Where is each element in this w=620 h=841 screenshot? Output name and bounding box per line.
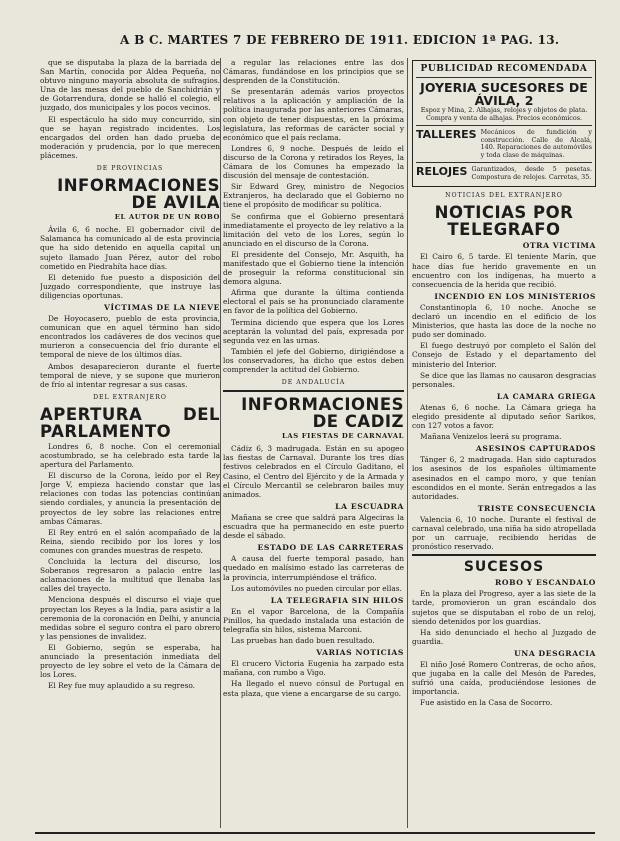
page-masthead: A B C. MARTES 7 DE FEBRERO DE 1911. EDICION 1ª PAG. 13. <box>120 33 560 47</box>
article-paragraph: De Hoyocasero, pueblo de esta provincia, comunican que en aquel término han sido encontrados los cadáveres de dos vecinos que murieron a consecuencia del frío durante el temporal de nieve de los últimos días. <box>40 314 220 360</box>
article-paragraph: Londres 6, 8 noche. Con el ceremonial acostumbrado, se ha celebrado esta tarde la apertura del Parlamento. <box>40 441 220 470</box>
article-paragraph: El espectáculo ha sido muy concurrido, sin que se hayan registrado incidentes. Los encargados del orden han dado prueba de moderación y prudencia, por lo que merecen plácemes. <box>40 114 220 160</box>
divider <box>416 77 592 78</box>
subheading: LAS FIESTAS DE CARNAVAL <box>281 432 404 441</box>
article-paragraph: Cádiz 6, 3 madrugada. Están en su apogeo las fiestas de Carnaval. Durante los tres días festivos celebrados en el Círculo Gaditano, el Casino, el Centro del Ejército y de la Armada y el Círculo Mercantil se celebraron bailes muy animados. <box>223 444 404 499</box>
bottom-rule <box>35 832 595 834</box>
ad-relojes <box>416 166 592 181</box>
column-divider <box>407 58 408 828</box>
article-paragraph: También el jefe del Gobierno, dirigiéndose a los conservadores, ha dicho que estos deben comprender la actitud del Gobierno. <box>223 346 404 374</box>
article-paragraph: que se disputaba la plaza de la barriada de San Martín, conocida por Aldea Pequeña, no obtuvo ninguno mayoría absoluta de sufragios. Una de las mesas del pueblo de Sanchidrián y de Gotarrendura, donde se halló el colegio, el juzgado, dos municipales y los pocos vecinos. <box>40 58 220 113</box>
divider <box>412 554 596 556</box>
divider <box>223 390 404 392</box>
article-paragraph: Ávila 6, 6 noche. El gobernador civil de Salamanca ha comunicado al de esta provincia que ha sido detenido en aquella capital un sujeto llamado Juan Pérez, autor del robo cometido en Piedrahíta hace días. <box>40 225 220 271</box>
article-paragraph: El Rey fue muy aplaudido a su regreso. <box>48 681 196 691</box>
article-paragraph: El discurso de la Corona, leído por el Rey Jorge V, empieza haciendo constar que las relaciones con todas las potencias continúan siendo cordiales, y anuncia la presentación de proyectos de ley sobre las relaciones entre ambas Cámaras. <box>40 471 220 526</box>
article-paragraph: Las pruebas han dado buen resultado. <box>231 636 375 646</box>
column-divider <box>220 58 221 828</box>
headline-parlamento: APERTURA DEL PARLAMENTO <box>40 404 220 441</box>
article-paragraph: Mañana se cree que saldrá para Algeciras la escuadra que ha permanecido en este puerto desde el sábado. <box>223 512 404 541</box>
headline-cadiz: INFORMACIONES DE CADIZ <box>241 395 404 432</box>
article-paragraph: A causa del fuerte temporal pasado, han quedado en malísimo estado las carreteras de la provincia, interrumpiéndose el tráfico. <box>223 554 404 582</box>
ad-talleres-text: Mecánicos de fundición y construcción. Calle de Alcalá, 140. Reparaciones de automóviles y toda clase de máquinas. <box>480 128 592 159</box>
subheading: UNA DESGRACIA <box>514 648 596 658</box>
article-paragraph: El detenido fue puesto a disposición del Juzgado correspondiente, que instruye las diligencias oportunas. <box>40 272 220 300</box>
section-label: DE PROVINCIAS <box>96 165 164 173</box>
subheading: ASESINOS CAPTURADOS <box>475 444 596 454</box>
subheading: TRISTE CONSECUENCIA <box>477 503 596 513</box>
subheading: EL AUTOR DE UN ROBO <box>114 213 220 222</box>
article-paragraph: Ambos desaparecieron durante el fuerte temporal de nieve, y se supone que murieron de frío al intentar regresar a sus casas. <box>40 361 220 389</box>
divider <box>416 162 592 163</box>
article-paragraph: Afirma que durante la última contienda electoral el país se ha pronunciado claramente en favor de la política del Gobierno. <box>223 288 404 316</box>
article-paragraph: Fue asistido en la Casa de Socorro. <box>420 698 553 708</box>
section-label: DE ANDALUCÍA <box>281 379 346 387</box>
article-paragraph: Tánger 6, 2 madrugada. Han sido capturados los asesinos de los españoles últimamente asesinados en el campo moro, y que tenían escondidos en el monte. Serán entregados a las autoridades. <box>412 455 596 501</box>
subheading: VÍCTIMAS DE LA NIEVE <box>104 302 220 312</box>
subheading: ESTADO DE LAS CARRETERAS <box>257 543 404 553</box>
ad-joyeria-title: JOYERIA SUCESORES DE ÁVILA, 2 <box>420 80 588 109</box>
subheading: LA CAMARA GRIEGA <box>496 391 596 401</box>
headline-telegrafo: NOTICIAS POR TELEGRAFO <box>434 203 574 240</box>
subheading: ROBO Y ESCANDALO <box>495 578 596 588</box>
column-2 <box>223 58 404 828</box>
article-paragraph: Londres 6, 9 noche. Después de leído el discurso de la Corona y retirados los Reyes, la Cámara de los Comunes ha empezado la discusión del mensaje de contestación. <box>223 143 404 181</box>
headline-sucesos: SUCESOS <box>463 559 545 576</box>
subheading: OTRA VICTIMA <box>522 241 596 251</box>
divider <box>416 125 592 126</box>
article-paragraph: Los automóviles no pueden circular por ellas. <box>231 583 402 593</box>
article-paragraph: En el vapor Barcelona, de la Compañía Pinillos, ha quedado instalada una estación de telegrafía sin hilos, sistema Marconi. <box>223 606 404 634</box>
article-paragraph: El presidente del Consejo, Mr. Asquith, ha manifestado que el Gobierno tiene la intención de proseguir la reforma constitucional sin demora alguna. <box>223 249 404 287</box>
ad-relojes-text: Garantizados, desde 5 pesetas. Compostura de relojes. Carretas, 35. <box>471 165 592 181</box>
article-paragraph: Ha llegado el nuevo cónsul de Portugal en esta plaza, que viene a encargarse de su cargo. <box>223 679 404 698</box>
ad-talleres <box>416 129 592 159</box>
column-1 <box>40 58 220 828</box>
article-paragraph: El Cairo 6, 5 tarde. El teniente Marín, que hace días fue herido gravemente en un encuentro con los indígenas, ha muerto a consecuencia de la herida que recibió. <box>412 252 596 289</box>
column-3 <box>412 58 596 828</box>
section-label: DEL EXTRANJERO <box>93 393 167 401</box>
article-paragraph: El Gobierno, según se esperaba, ha anunciado la presentación inmediata del proyecto de ley sobre el veto de la Cámara de los Lores. <box>40 642 220 680</box>
advertising-header: PUBLICIDAD RECOMENDADA <box>420 64 588 74</box>
article-paragraph: Se dice que las llamas no causaron desgracias personales. <box>412 370 596 389</box>
ad-relojes-title: RELOJES <box>416 165 468 179</box>
section-label: NOTICIAS DEL EXTRANJERO <box>445 192 563 200</box>
article-paragraph: Sir Edward Grey, ministro de Negocios Extranjeros, ha declarado que el Gobierno no tiene el propósito de modificar su política. <box>223 182 404 210</box>
headline-avila: INFORMACIONES DE AVILA <box>57 176 220 213</box>
article-paragraph: Termina diciendo que espera que los Lores aceptarán la voluntad del país, expresada por segunda vez en las urnas. <box>223 317 404 345</box>
article-paragraph: a regular las relaciones entre las dos Cámaras, fundándose en los principios que se desprenden de la Constitución. <box>223 58 404 86</box>
article-paragraph: Valencia 6, 10 noche. Durante el festival de carnaval celebrado, una niña ha sido atropellada por un carruaje, recibiendo heridas de pronóstico reservado. <box>412 514 596 552</box>
advertising-box <box>412 60 596 187</box>
article-paragraph: Se presentarán además varios proyectos relativos a la aplicación y ampliación de la política inaugurada por las anteriores Cámaras, con objeto de tener dispuestas, en la próxima legislatura, las reformas de carácter social y económico que el país reclama. <box>223 87 404 142</box>
subheading: INCENDIO EN LOS MINISTERIOS <box>434 291 596 301</box>
subheading: LA ESCUADRA <box>335 501 404 511</box>
article-paragraph: El Rey entró en el salón acompañado de la Reina, siendo recibido por los lores y los comunes con grandes muestras de respeto. <box>40 527 220 555</box>
article-paragraph: Ha sido denunciado el hecho al Juzgado de guardia. <box>412 627 596 646</box>
ad-talleres-title: TALLERES <box>416 128 477 142</box>
subheading: VARIAS NOTICIAS <box>316 648 404 658</box>
article-paragraph: Atenas 6, 6 noche. La Cámara griega ha elegido presidente al diputado señor Sarikos, con 127 votos a favor. <box>412 402 596 431</box>
article-paragraph: Constantinopla 6, 10 noche. Anoche se declaró un incendio en el edificio de los Ministerios, que hasta las doce de la noche no pudo ser dominado. <box>412 302 596 340</box>
article-paragraph: Concluida la lectura del discurso, los Soberanos regresaron a palacio entre las aclamaciones de la multitud que llenaba las calles del trayecto. <box>40 557 220 594</box>
subheading: LA TELEGRAFIA SIN HILOS <box>270 595 404 605</box>
article-paragraph: El crucero Victoria Eugenia ha zarpado esta mañana, con rumbo a Vigo. <box>223 659 404 678</box>
ad-joyeria-text: Espoz y Mina, 2. Alhajas, relojes y objetos de plata. Compra y venta de alhajas. Precios económicos. <box>420 106 588 122</box>
article-paragraph: Se confirma que el Gobierno presentará inmediatamente el proyecto de ley relativo a la limitación del veto de los Lores, según lo anunciado en el discurso de la Corona. <box>223 211 404 248</box>
article-paragraph: El fuego destruyó por completo el Salón del Consejo de Estado y el departamento del ministerio del Interior. <box>412 341 596 369</box>
article-paragraph: El niño José Romero Contreras, de ocho años, que jugaba en la calle del Mesón de Paredes, sufrió una caída, produciéndose lesiones de importancia. <box>412 660 596 697</box>
article-paragraph: Menciona después el discurso el viaje que proyectan los Reyes a la India, para asistir a la ceremonia de la coronación en Delhi, y anuncia medidas sobre el seguro contra el paro obrero y las pensiones de invalidez. <box>40 595 220 641</box>
article-paragraph: En la plaza del Progreso, ayer a las siete de la tarde, promovieron un gran escándalo dos sujetos que se disputaban el robo de un reloj, siendo detenidos por los guardias. <box>412 589 596 626</box>
article-paragraph: Mañana Venizelos leerá su programa. <box>420 432 562 442</box>
